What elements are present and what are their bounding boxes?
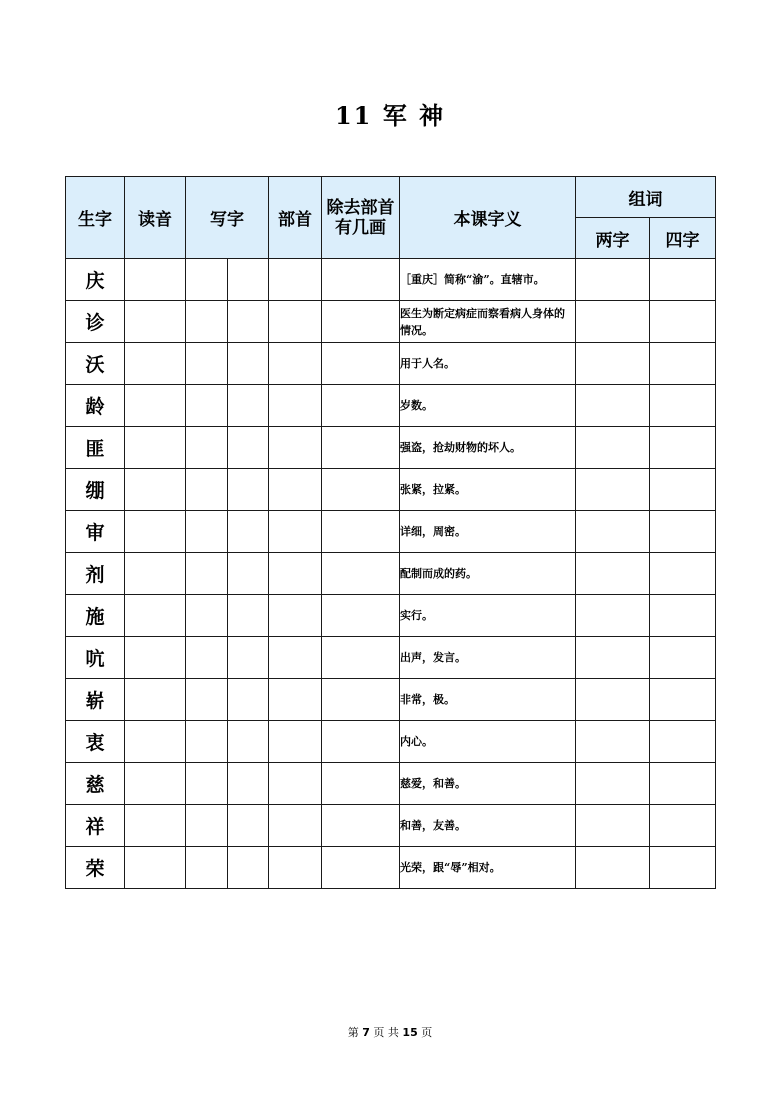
strokes-cell[interactable]	[322, 847, 400, 889]
meaning-cell: ［重庆］简称“渝”。直辖市。	[400, 259, 576, 301]
meaning-cell: 强盗，抢劫财物的坏人。	[400, 427, 576, 469]
table-row	[66, 427, 716, 469]
two-char-word-cell[interactable]	[576, 679, 650, 721]
four-char-word-cell[interactable]	[650, 469, 716, 511]
write-cell[interactable]	[228, 637, 269, 679]
write-cell[interactable]	[186, 553, 228, 595]
write-cell[interactable]	[228, 553, 269, 595]
meaning-cell: 岁数。	[400, 385, 576, 427]
meaning-cell: 出声，发言。	[400, 637, 576, 679]
header-two-char-words: 两字	[576, 218, 650, 259]
write-cell[interactable]	[186, 385, 228, 427]
table-row	[66, 385, 716, 427]
radical-cell[interactable]	[269, 343, 322, 385]
meaning-cell: 配制而成的药。	[400, 553, 576, 595]
two-char-word-cell[interactable]	[576, 553, 650, 595]
two-char-word-cell[interactable]	[576, 763, 650, 805]
meaning-cell: 非常，极。	[400, 679, 576, 721]
table-row	[66, 679, 716, 721]
table-row	[66, 847, 716, 889]
header-words: 组词	[576, 177, 716, 218]
write-cell[interactable]	[228, 679, 269, 721]
two-char-word-cell[interactable]	[576, 343, 650, 385]
radical-cell[interactable]	[269, 805, 322, 847]
four-char-word-cell[interactable]	[650, 259, 716, 301]
write-cell[interactable]	[186, 511, 228, 553]
header-pinyin: 读音	[125, 177, 186, 259]
pinyin-cell[interactable]	[125, 301, 186, 343]
meaning-cell: 实行。	[400, 595, 576, 637]
pinyin-cell[interactable]	[125, 679, 186, 721]
table-row	[66, 259, 716, 301]
write-cell[interactable]	[228, 763, 269, 805]
four-char-word-cell[interactable]	[650, 805, 716, 847]
strokes-cell[interactable]	[322, 469, 400, 511]
header-radical: 部首	[269, 177, 322, 259]
write-cell[interactable]	[186, 301, 228, 343]
pinyin-cell[interactable]	[125, 469, 186, 511]
two-char-word-cell[interactable]	[576, 259, 650, 301]
pinyin-cell[interactable]	[125, 511, 186, 553]
write-cell[interactable]	[228, 343, 269, 385]
char-cell: 诊	[66, 301, 125, 343]
write-cell[interactable]	[228, 847, 269, 889]
write-cell[interactable]	[228, 805, 269, 847]
radical-cell[interactable]	[269, 847, 322, 889]
char-cell: 吭	[66, 637, 125, 679]
four-char-word-cell[interactable]	[650, 595, 716, 637]
four-char-word-cell[interactable]	[650, 763, 716, 805]
footer-page-number: 7	[362, 1026, 370, 1039]
four-char-word-cell[interactable]	[650, 679, 716, 721]
table-row	[66, 511, 716, 553]
pinyin-cell[interactable]	[125, 553, 186, 595]
page-footer	[0, 1024, 780, 1040]
table-row	[66, 301, 716, 343]
strokes-cell[interactable]	[322, 301, 400, 343]
page-title: 11 军 神	[334, 101, 446, 130]
radical-cell[interactable]	[269, 637, 322, 679]
header-four-char-words: 四字	[650, 218, 716, 259]
pinyin-cell[interactable]	[125, 637, 186, 679]
pinyin-cell[interactable]	[125, 595, 186, 637]
header-strokes: 除去部首有几画	[322, 177, 400, 259]
write-cell[interactable]	[228, 427, 269, 469]
strokes-cell[interactable]	[322, 343, 400, 385]
radical-cell[interactable]	[269, 301, 322, 343]
write-cell[interactable]	[186, 343, 228, 385]
four-char-word-cell[interactable]	[650, 721, 716, 763]
strokes-cell[interactable]	[322, 553, 400, 595]
two-char-word-cell[interactable]	[576, 595, 650, 637]
header-char: 生字	[66, 177, 125, 259]
strokes-cell[interactable]	[322, 805, 400, 847]
two-char-word-cell[interactable]	[576, 721, 650, 763]
pinyin-cell[interactable]	[125, 427, 186, 469]
write-cell[interactable]	[186, 637, 228, 679]
char-cell: 剂	[66, 553, 125, 595]
table-row	[66, 343, 716, 385]
write-cell[interactable]	[186, 805, 228, 847]
write-cell[interactable]	[186, 721, 228, 763]
strokes-cell[interactable]	[322, 511, 400, 553]
radical-cell[interactable]	[269, 763, 322, 805]
four-char-word-cell[interactable]	[650, 637, 716, 679]
table-row	[66, 553, 716, 595]
pinyin-cell[interactable]	[125, 847, 186, 889]
radical-cell[interactable]	[269, 553, 322, 595]
radical-cell[interactable]	[269, 385, 322, 427]
two-char-word-cell[interactable]	[576, 469, 650, 511]
table-row	[66, 469, 716, 511]
two-char-word-cell[interactable]	[576, 847, 650, 889]
write-cell[interactable]	[228, 385, 269, 427]
write-cell[interactable]	[228, 301, 269, 343]
table-row	[66, 595, 716, 637]
strokes-cell[interactable]	[322, 679, 400, 721]
pinyin-cell[interactable]	[125, 385, 186, 427]
write-cell[interactable]	[228, 259, 269, 301]
two-char-word-cell[interactable]	[576, 637, 650, 679]
pinyin-cell[interactable]	[125, 763, 186, 805]
write-cell[interactable]	[186, 679, 228, 721]
char-cell: 沃	[66, 343, 125, 385]
two-char-word-cell[interactable]	[576, 301, 650, 343]
footer-prefix: 第	[347, 1026, 359, 1039]
meaning-cell: 张紧，拉紧。	[400, 469, 576, 511]
strokes-cell[interactable]	[322, 721, 400, 763]
radical-cell[interactable]	[269, 511, 322, 553]
radical-cell[interactable]	[269, 721, 322, 763]
strokes-cell[interactable]	[322, 637, 400, 679]
two-char-word-cell[interactable]	[576, 427, 650, 469]
table-row	[66, 637, 716, 679]
strokes-cell[interactable]	[322, 763, 400, 805]
meaning-cell: 和善，友善。	[400, 805, 576, 847]
char-cell: 匪	[66, 427, 125, 469]
write-cell[interactable]	[186, 427, 228, 469]
char-cell: 龄	[66, 385, 125, 427]
meaning-cell: 光荣，跟“辱”相对。	[400, 847, 576, 889]
radical-cell[interactable]	[269, 259, 322, 301]
write-cell[interactable]	[228, 595, 269, 637]
four-char-word-cell[interactable]	[650, 385, 716, 427]
char-cell: 祥	[66, 805, 125, 847]
vocabulary-table	[65, 176, 716, 889]
write-cell[interactable]	[228, 721, 269, 763]
strokes-cell[interactable]	[322, 427, 400, 469]
write-cell[interactable]	[186, 763, 228, 805]
pinyin-cell[interactable]	[125, 343, 186, 385]
write-cell[interactable]	[186, 469, 228, 511]
write-cell[interactable]	[186, 259, 228, 301]
four-char-word-cell[interactable]	[650, 343, 716, 385]
write-cell[interactable]	[228, 511, 269, 553]
table-row	[66, 721, 716, 763]
meaning-cell: 用于人名。	[400, 343, 576, 385]
table-row	[66, 805, 716, 847]
char-cell: 施	[66, 595, 125, 637]
two-char-word-cell[interactable]	[576, 385, 650, 427]
four-char-word-cell[interactable]	[650, 553, 716, 595]
write-cell[interactable]	[186, 847, 228, 889]
char-cell: 衷	[66, 721, 125, 763]
footer-mid: 页 共	[373, 1026, 399, 1039]
header-write: 写字	[186, 177, 269, 259]
pinyin-cell[interactable]	[125, 721, 186, 763]
write-cell[interactable]	[228, 469, 269, 511]
char-cell: 荣	[66, 847, 125, 889]
meaning-cell: 详细，周密。	[400, 511, 576, 553]
char-cell: 崭	[66, 679, 125, 721]
footer-total-pages: 15	[402, 1026, 418, 1039]
four-char-word-cell[interactable]	[650, 427, 716, 469]
radical-cell[interactable]	[269, 427, 322, 469]
char-cell: 审	[66, 511, 125, 553]
char-cell: 慈	[66, 763, 125, 805]
footer-suffix: 页	[421, 1026, 433, 1039]
four-char-word-cell[interactable]	[650, 847, 716, 889]
radical-cell[interactable]	[269, 679, 322, 721]
write-cell[interactable]	[186, 595, 228, 637]
strokes-cell[interactable]	[322, 259, 400, 301]
two-char-word-cell[interactable]	[576, 805, 650, 847]
four-char-word-cell[interactable]	[650, 301, 716, 343]
four-char-word-cell[interactable]	[650, 511, 716, 553]
radical-cell[interactable]	[269, 595, 322, 637]
table-row	[66, 763, 716, 805]
meaning-cell: 慈爱，和善。	[400, 763, 576, 805]
meaning-cell: 内心。	[400, 721, 576, 763]
char-cell: 绷	[66, 469, 125, 511]
radical-cell[interactable]	[269, 469, 322, 511]
header-meaning: 本课字义	[400, 177, 576, 259]
meaning-cell: 医生为断定病症而察看病人身体的情况。	[400, 301, 576, 343]
strokes-cell[interactable]	[322, 595, 400, 637]
pinyin-cell[interactable]	[125, 259, 186, 301]
pinyin-cell[interactable]	[125, 805, 186, 847]
strokes-cell[interactable]	[322, 385, 400, 427]
char-cell: 庆	[66, 259, 125, 301]
two-char-word-cell[interactable]	[576, 511, 650, 553]
